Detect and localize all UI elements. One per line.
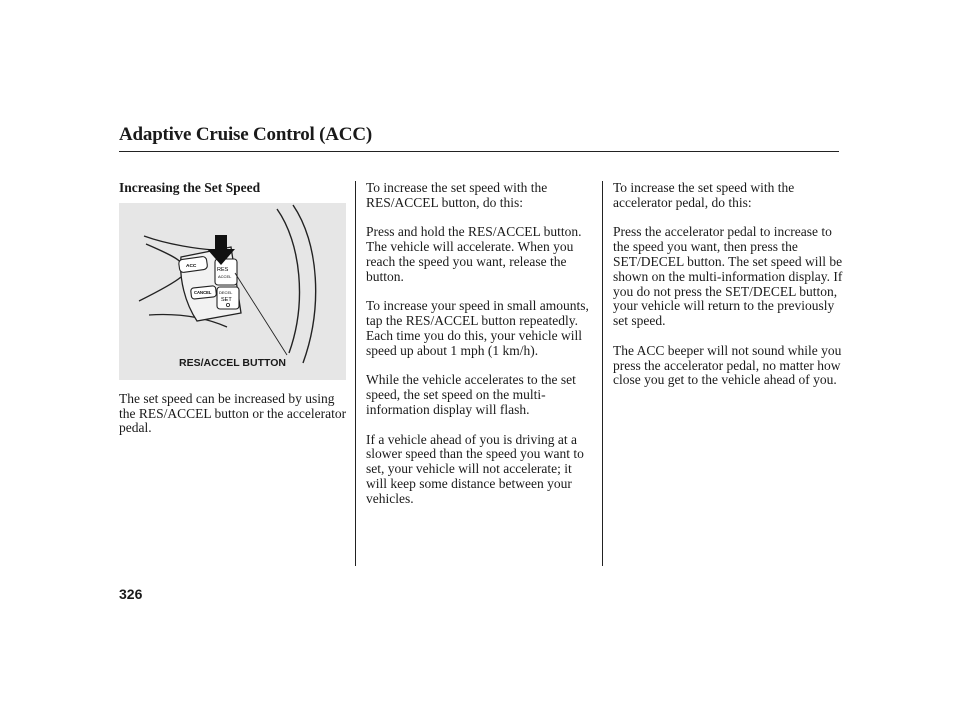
col3-paragraph-2: Press the accelerator pedal to increase to the speed you want, then press the SET/DECEL button. The set speed will be shown on the multi-information display. If you do not press the SET/DECEL button, your vehicle will return to the previously set speed. (613, 224, 843, 329)
col2-paragraph-2: Press and hold the RES/ACCEL button. The vehicle will accelerate. When you reach the speed you want, release the button. (366, 224, 582, 284)
page-title: Adaptive Cruise Control (ACC) (119, 124, 372, 145)
figure-caption: RES/ACCEL BUTTON (179, 356, 286, 369)
set-button-label: SET (221, 296, 232, 303)
res-button-label: RES (217, 266, 229, 273)
section-heading: Increasing the Set Speed (119, 180, 261, 195)
column-divider-2 (602, 181, 603, 566)
acc-button-label: ACC (186, 263, 197, 269)
col2-paragraph-1: To increase the set speed with the RES/ACCEL button, do this: (366, 180, 548, 210)
col2-paragraph-5: If a vehicle ahead of you is driving at a slower speed than the speed you want to set, your vehicle will not accelerate; it will keep some distance between your vehicles. (366, 431, 584, 506)
column-2 (366, 181, 596, 521)
decel-button-label: DECEL (219, 289, 233, 295)
col1-paragraph: The set speed can be increased by using the RES/ACCEL button or the accelerator pedal. (119, 390, 347, 436)
column-divider-1 (355, 181, 356, 566)
cancel-button-label: CANCEL (194, 289, 212, 295)
steering-wheel-figure (119, 203, 346, 380)
col2-paragraph-4: While the vehicle accelerates to the set speed, the set speed on the multi-information display will flash. (366, 372, 576, 417)
page-number: 326 (119, 586, 143, 602)
steering-wheel-illustration (119, 203, 346, 380)
col3-paragraph-3: The ACC beeper will not sound while you press the accelerator pedal, no matter how close you get to the vehicle ahead of you. (613, 342, 842, 388)
title-rule (119, 151, 839, 152)
col3-paragraph-1: To increase the set speed with the accelerator pedal, do this: (613, 180, 795, 210)
column-3 (613, 181, 845, 403)
accel-button-label: ACCEL (218, 273, 232, 279)
column-1 (119, 181, 349, 451)
col2-paragraph-3: To increase your speed in small amounts, tap the RES/ACCEL button repeatedly. Each time you do this, your vehicle will speed up about 1 mph (1 km/h). (366, 298, 589, 358)
